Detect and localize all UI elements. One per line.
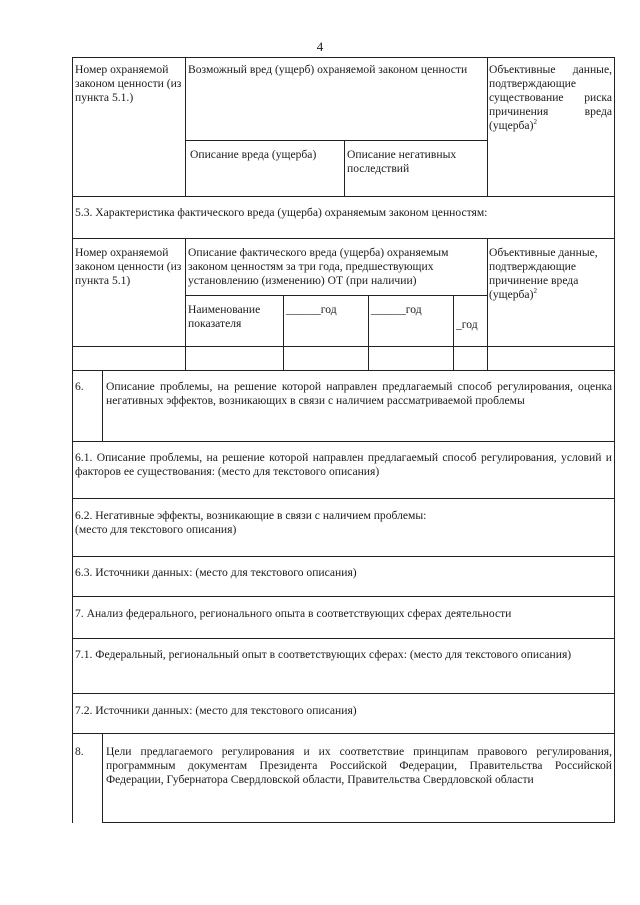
section-6-1: 6.1. Описание проблемы, на решение которой направлен предлагаемый способ регулирования, условий и факторов ее существования: (место для текстового описания) <box>75 451 612 478</box>
table-border <box>185 238 186 370</box>
table-border <box>72 638 615 639</box>
footnote-mark: 2 <box>533 287 537 296</box>
table-border <box>72 370 615 371</box>
table-border <box>185 57 186 196</box>
harm-description-header: Описание вреда (ущерба) <box>190 148 317 161</box>
section-7-2: 7.2. Источники данных: (место для текстового описания) <box>75 704 357 717</box>
table-border <box>72 238 615 239</box>
table-border <box>453 295 454 370</box>
table-border <box>102 370 103 441</box>
table-border <box>102 733 103 822</box>
table-border <box>72 498 615 499</box>
table-border <box>72 346 615 347</box>
page-number: 4 <box>316 39 324 54</box>
table-border <box>344 140 345 196</box>
table-border <box>72 556 615 557</box>
table-border <box>72 693 615 694</box>
section-6-number: 6. <box>75 380 84 393</box>
actual-harm-header: Описание фактического вреда (ущерба) охраняемым законом ценностям за три года, предшествующих установлению (изменению) ОТ (при наличии) <box>188 246 449 287</box>
table-border <box>185 295 487 296</box>
table-border <box>185 140 487 141</box>
table-border <box>487 238 488 370</box>
table-border <box>72 57 615 58</box>
table-border <box>72 441 73 823</box>
actual-evidence-header: Объективные данные, подтверждающие причинение вреда (ущерба)$^2$ <box>489 246 598 301</box>
table-border <box>72 57 73 447</box>
actual-number-header: Номер охраняемой законом ценности (из пункта 5.1) <box>75 246 182 287</box>
table-border <box>72 596 615 597</box>
section-6-2-placeholder: (место для текстового описания) <box>75 523 237 536</box>
table-border <box>102 822 615 823</box>
section-5-3: 5.3. Характеристика фактического вреда (ущерба) охраняемым законом ценностям: <box>75 206 488 219</box>
table-border <box>487 57 488 196</box>
table-border <box>72 441 615 442</box>
harm-number-header: Номер охраняемой законом ценности (из пункта 5.1.) <box>75 63 182 104</box>
footnote-mark: 2 <box>533 118 537 127</box>
harm-evidence-header: Объективные данные, подтверждающие существование риска причинения вреда (ущерба)$^2$ <box>489 63 612 132</box>
table-border <box>368 295 369 370</box>
section-6-title: Описание проблемы, на решение которой направлен предлагаемый способ регулирования, оценка негативных эффектов, возникающих в связи с наличием рассматриваемой проблемы <box>106 380 612 407</box>
year-1-header: ______год <box>286 303 337 316</box>
harm-consequences-header: Описание негативных последствий <box>347 148 457 175</box>
harm-possible-header: Возможный вред (ущерб) охраняемой законом ценности <box>188 63 468 76</box>
section-8-title: Цели предлагаемого регулирования и их соответствие принципам правового регулирования, программным документам Президента Российской Федерации, Правительства Российской Федерации, Губернатора Свердловской области, Правительства Свердловской области <box>106 745 612 786</box>
section-6-3: 6.3. Источники данных: (место для текстового описания) <box>75 566 357 579</box>
year-3-header: _год <box>456 318 478 331</box>
indicator-name-header: Наименование показателя <box>188 303 261 330</box>
section-7: 7. Анализ федерального, регионального опыта в соответствующих сферах деятельности <box>75 607 512 620</box>
table-border <box>72 733 615 734</box>
section-8-number: 8. <box>75 745 84 758</box>
table-border <box>614 57 615 823</box>
table-border <box>283 295 284 370</box>
table-border <box>72 196 615 197</box>
section-7-1: 7.1. Федеральный, региональный опыт в соответствующих сферах: (место для текстового описания) <box>75 648 572 661</box>
year-2-header: ______год <box>371 303 422 316</box>
section-6-2-title: 6.2. Негативные эффекты, возникающие в связи с наличием проблемы: <box>75 509 427 522</box>
